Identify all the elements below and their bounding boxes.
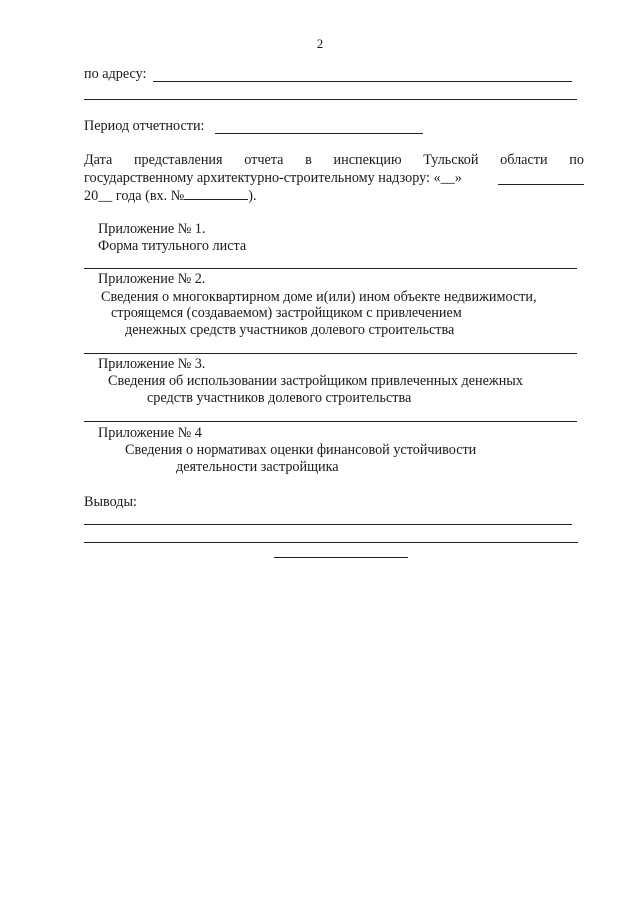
closing-separator: [274, 557, 408, 558]
reporting-period-field[interactable]: [215, 133, 423, 134]
page-number: 2: [316, 36, 324, 51]
appendix-1-title: Приложение № 1.: [98, 221, 206, 237]
submission-word: представления: [133, 152, 223, 168]
submission-word: области: [500, 152, 548, 168]
reporting-period-label: Период отчетности:: [84, 118, 205, 134]
appendix-divider: [84, 268, 577, 269]
appendix-divider: [84, 353, 577, 354]
submission-line-1: [84, 152, 584, 169]
submission-line-3: [84, 187, 257, 205]
submission-date-field[interactable]: [498, 184, 584, 185]
conclusions-label: Выводы:: [84, 494, 137, 510]
appendix-3-line: средств участников долевого строительства: [147, 390, 412, 406]
appendix-2-title: Приложение № 2.: [98, 271, 206, 287]
address-field-line-1[interactable]: [153, 81, 572, 82]
incoming-number-field[interactable]: [184, 187, 248, 200]
submission-word: отчета: [244, 152, 284, 168]
appendix-2-line: Сведения о многоквартирном доме и(или) ином объекте недвижимости,: [101, 289, 537, 305]
appendix-divider: [84, 421, 577, 422]
submission-suffix: ).: [248, 188, 257, 204]
conclusions-field-line-1[interactable]: [84, 524, 572, 525]
appendix-2-line: денежных средств участников долевого строительства: [125, 322, 455, 338]
submission-word: в: [305, 152, 312, 168]
submission-word: по: [569, 152, 584, 168]
submission-word: Дата: [84, 152, 113, 168]
appendix-1-line: Форма титульного листа: [98, 238, 247, 254]
submission-word: инспекцию: [333, 152, 402, 168]
appendix-4-title: Приложение № 4: [98, 425, 202, 441]
appendix-4-line: деятельности застройщика: [176, 459, 339, 475]
submission-word: Тульской: [423, 152, 479, 168]
address-field-line-2[interactable]: [84, 99, 577, 100]
submission-year-prefix: 20__ года (вх. №: [84, 188, 185, 204]
conclusions-field-line-2[interactable]: [84, 542, 578, 543]
submission-line-2: государственному архитектурно-строительному надзору: «__»: [84, 170, 462, 186]
appendix-2-line: строящемся (создаваемом) застройщиком с привлечением: [111, 305, 462, 321]
appendix-4-line: Сведения о нормативах оценки финансовой устойчивости: [125, 442, 477, 458]
appendix-3-title: Приложение № 3.: [98, 356, 206, 372]
appendix-3-line: Сведения об использовании застройщиком привлеченных денежных: [108, 373, 523, 389]
address-label: по адресу:: [84, 66, 147, 82]
